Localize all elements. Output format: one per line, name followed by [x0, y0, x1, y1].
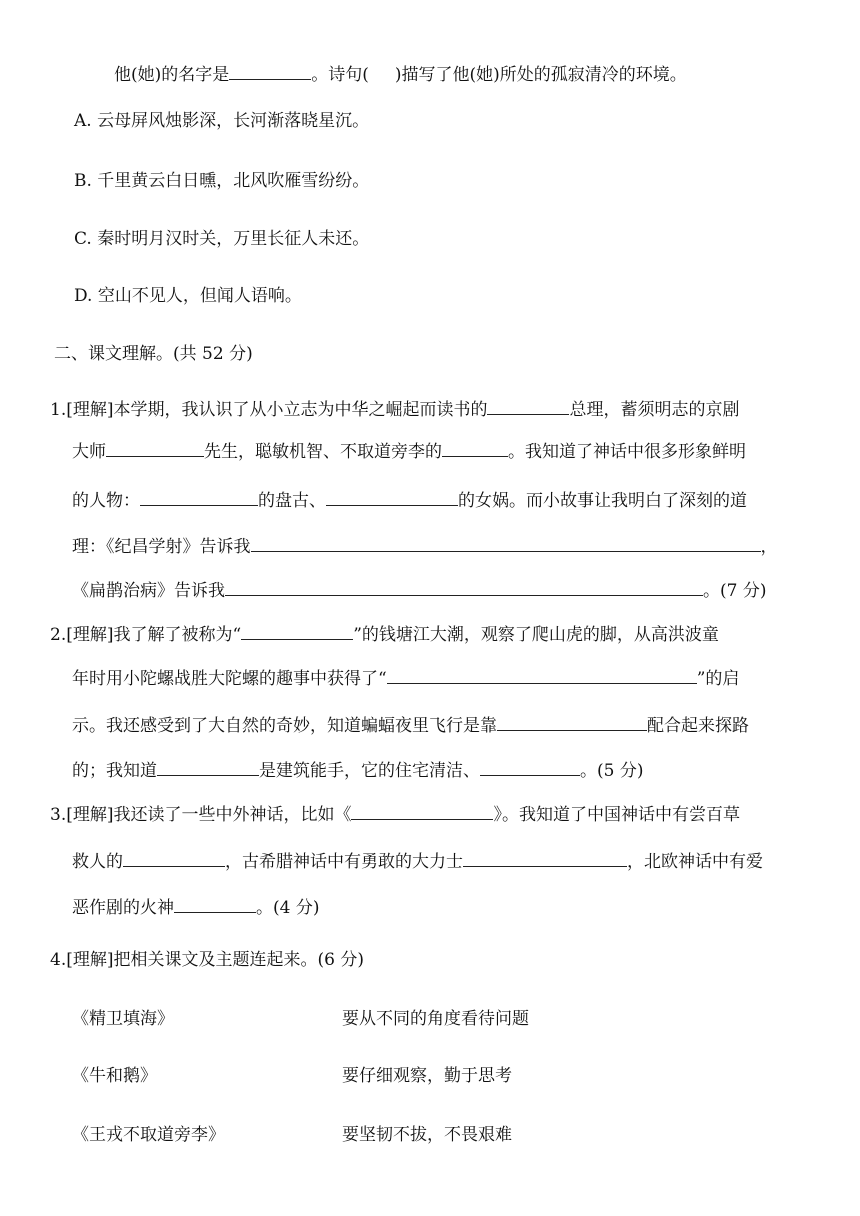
answer-blank[interactable] — [106, 437, 204, 457]
question-text: 的人物： — [72, 491, 140, 511]
match-right-item[interactable]: 要仔细观察，勤于思考 — [342, 1066, 512, 1086]
q1-line-2 — [72, 437, 746, 467]
q3-line-3 — [72, 893, 319, 923]
question-text: 救人的 — [72, 852, 123, 872]
question-text: 的；我知道 — [72, 761, 157, 781]
match-right-item[interactable]: 要从不同的角度看待问题 — [342, 1009, 529, 1029]
q1-line-1 — [50, 395, 739, 425]
question-text: 1.[理解]本学期，我认识了从小立志为中华之崛起而读书的 — [50, 400, 488, 420]
question-text: 总理，蓄须明志的京剧 — [569, 400, 740, 420]
question-text: 配合起来探路 — [647, 716, 749, 736]
q1-line-5 — [72, 576, 766, 606]
question-text: 。(7 分) — [703, 581, 767, 601]
option-a: A. 云母屏风烛影深，长河渐落晓星沉。 — [74, 111, 370, 131]
q3-line-2 — [72, 847, 763, 877]
answer-blank[interactable] — [480, 756, 580, 776]
match-left-item[interactable]: 《精卫填海》 — [72, 1009, 174, 1029]
q1-line-3 — [72, 486, 747, 516]
question-text: ，北欧神话中有爱 — [627, 852, 763, 872]
question-text: 《扁鹊治病》告诉我 — [72, 581, 225, 601]
answer-blank[interactable] — [497, 711, 647, 731]
question-text: 示。我还感受到了大自然的奇妙，知道蝙蝠夜里飞行是靠 — [72, 716, 497, 736]
answer-blank[interactable] — [174, 893, 256, 913]
question-text: 2.[理解]我了解了被称为“ — [50, 625, 242, 645]
question-text: ，古希腊神话中有勇敢的大力士 — [225, 852, 463, 872]
question-text: )描写了他(她)所处的孤寂清冷的环境。 — [394, 65, 687, 85]
q2-line-4 — [72, 756, 643, 786]
option-b: B. 千里黄云白日曛，北风吹雁雪纷纷。 — [74, 171, 370, 191]
question-text: 是建筑能手，它的住宅清洁、 — [259, 761, 480, 781]
question-text: 。我知道了神话中很多形象鲜明 — [508, 442, 746, 462]
q3-line-1 — [50, 800, 740, 830]
question-text: 。(5 分) — [580, 761, 644, 781]
q4-title: 4.[理解]把相关课文及主题连起来。(6 分) — [50, 950, 364, 970]
q2-line-1 — [50, 620, 719, 650]
answer-blank[interactable] — [487, 395, 569, 415]
answer-blank[interactable] — [463, 847, 627, 867]
question-text: ”的钱塘江大潮，观察了爬山虎的脚，从高洪波童 — [353, 625, 719, 645]
match-left-item[interactable]: 《王戎不取道旁李》 — [72, 1125, 225, 1145]
question-text: 理：《纪昌学射》告诉我 — [72, 537, 251, 557]
answer-blank[interactable] — [251, 532, 761, 552]
question-text: 的女娲。而小故事让我明白了深刻的道 — [458, 491, 747, 511]
question-text: 恶作剧的火神 — [72, 898, 174, 918]
q1-line-4 — [72, 532, 778, 562]
question-text: 他(她)的名字是 — [114, 65, 230, 85]
question-text: 》。我知道了中国神话中有尝百草 — [493, 805, 740, 825]
answer-blank[interactable] — [157, 756, 259, 776]
q2-line-3 — [72, 711, 749, 741]
answer-blank[interactable] — [140, 486, 258, 506]
question-text: ”的启 — [696, 669, 740, 689]
section-title: 二、课文理解。(共 52 分) — [54, 344, 253, 364]
answer-blank[interactable] — [229, 60, 311, 80]
question-text: 3.[理解]我还读了一些中外神话，比如《 — [50, 805, 352, 825]
option-c: C. 秦时明月汉时关，万里长征人未还。 — [74, 229, 370, 249]
answer-blank[interactable] — [225, 576, 703, 596]
answer-blank[interactable] — [351, 800, 493, 820]
q2-line-2 — [72, 664, 739, 694]
question-text: 。(4 分) — [256, 898, 320, 918]
question-text: 年时用小陀螺战胜大陀螺的趣事中获得了“ — [72, 669, 387, 689]
previous-question-line — [114, 60, 687, 90]
question-text: 的盘古、 — [258, 491, 326, 511]
answer-blank[interactable] — [442, 437, 508, 457]
answer-blank[interactable] — [326, 486, 458, 506]
match-right-item[interactable]: 要坚韧不拔，不畏艰难 — [342, 1125, 512, 1145]
answer-blank[interactable] — [123, 847, 225, 867]
question-text: ， — [760, 537, 778, 557]
question-text: 先生，聪敏机智、不取道旁李的 — [204, 442, 442, 462]
question-text: 。诗句( — [311, 65, 369, 85]
answer-blank[interactable] — [387, 664, 697, 684]
match-left-item[interactable]: 《牛和鹅》 — [72, 1066, 157, 1086]
answer-blank[interactable] — [241, 620, 353, 640]
question-text: 大师 — [72, 442, 106, 462]
option-d: D. 空山不见人，但闻人语响。 — [74, 286, 302, 306]
